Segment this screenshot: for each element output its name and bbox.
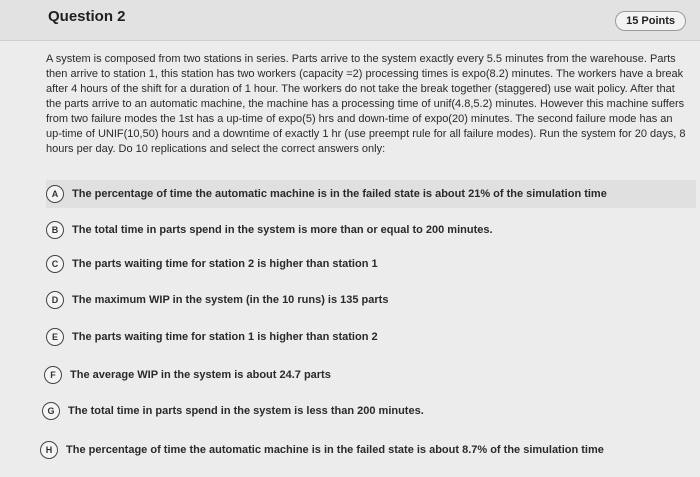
answer-text: The percentage of time the automatic machine is in the failed state is about 8.7% of the simulation time [66,444,604,456]
answer-option-d[interactable] [46,286,696,314]
answer-text: The percentage of time the automatic machine is in the failed state is about 21% of the simulation time [72,188,607,200]
option-letter-badge: E [46,328,64,346]
question-title: Question 2 [48,8,126,25]
option-letter-badge: G [42,402,60,420]
option-letter-badge: C [46,255,64,273]
answer-text: The total time in parts spend in the system is less than 200 minutes. [68,405,424,417]
answer-text: The total time in parts spend in the system is more than or equal to 200 minutes. [72,224,493,236]
answer-option-b[interactable] [46,216,696,244]
option-letter-badge: A [46,185,64,203]
answer-option-f[interactable] [44,361,694,389]
points-badge: 15 Points [615,11,686,31]
question-header [0,0,700,41]
answer-text: The maximum WIP in the system (in the 10 runs) is 135 parts [72,294,389,306]
answer-option-a[interactable] [46,180,696,208]
answer-option-g[interactable] [42,397,692,425]
option-letter-badge: F [44,366,62,384]
answer-option-h[interactable] [40,436,690,464]
answer-text: The parts waiting time for station 2 is higher than station 1 [72,258,378,270]
question-prompt: A system is composed from two stations in series. Parts arrive to the system exactly every 5.5 minutes from the warehouse. Parts then arrive to station 1, this station has two workers (capacity =2) processing times is expo(8.2) minutes. The workers have a break after 4 hours of the shift for a duration of 1 hour. The workers do not take the break together (staggered) use wait policy. After that the parts arrive to an automatic machine, the machine has a processing time of unif(4.8,5.2) minutes. However this machine suffers from two failure modes the 1st has a up-time of expo(5) hrs and down-time of expo(20) minutes. The second failure mode has an up-time of UNIF(10,50) hours and a downtime of exactly 1 hr (use preempt rule for all failure modes). Run the system for 20 days, 8 hours per day. Do 10 replications and select the correct answers only: [46,53,686,155]
option-letter-badge: H [40,441,58,459]
answer-text: The parts waiting time for station 1 is higher than station 2 [72,331,378,343]
answer-option-e[interactable] [46,323,696,351]
option-letter-badge: D [46,291,64,309]
option-letter-badge: B [46,221,64,239]
answer-text: The average WIP in the system is about 24.7 parts [70,369,331,381]
answer-option-c[interactable] [46,250,696,278]
